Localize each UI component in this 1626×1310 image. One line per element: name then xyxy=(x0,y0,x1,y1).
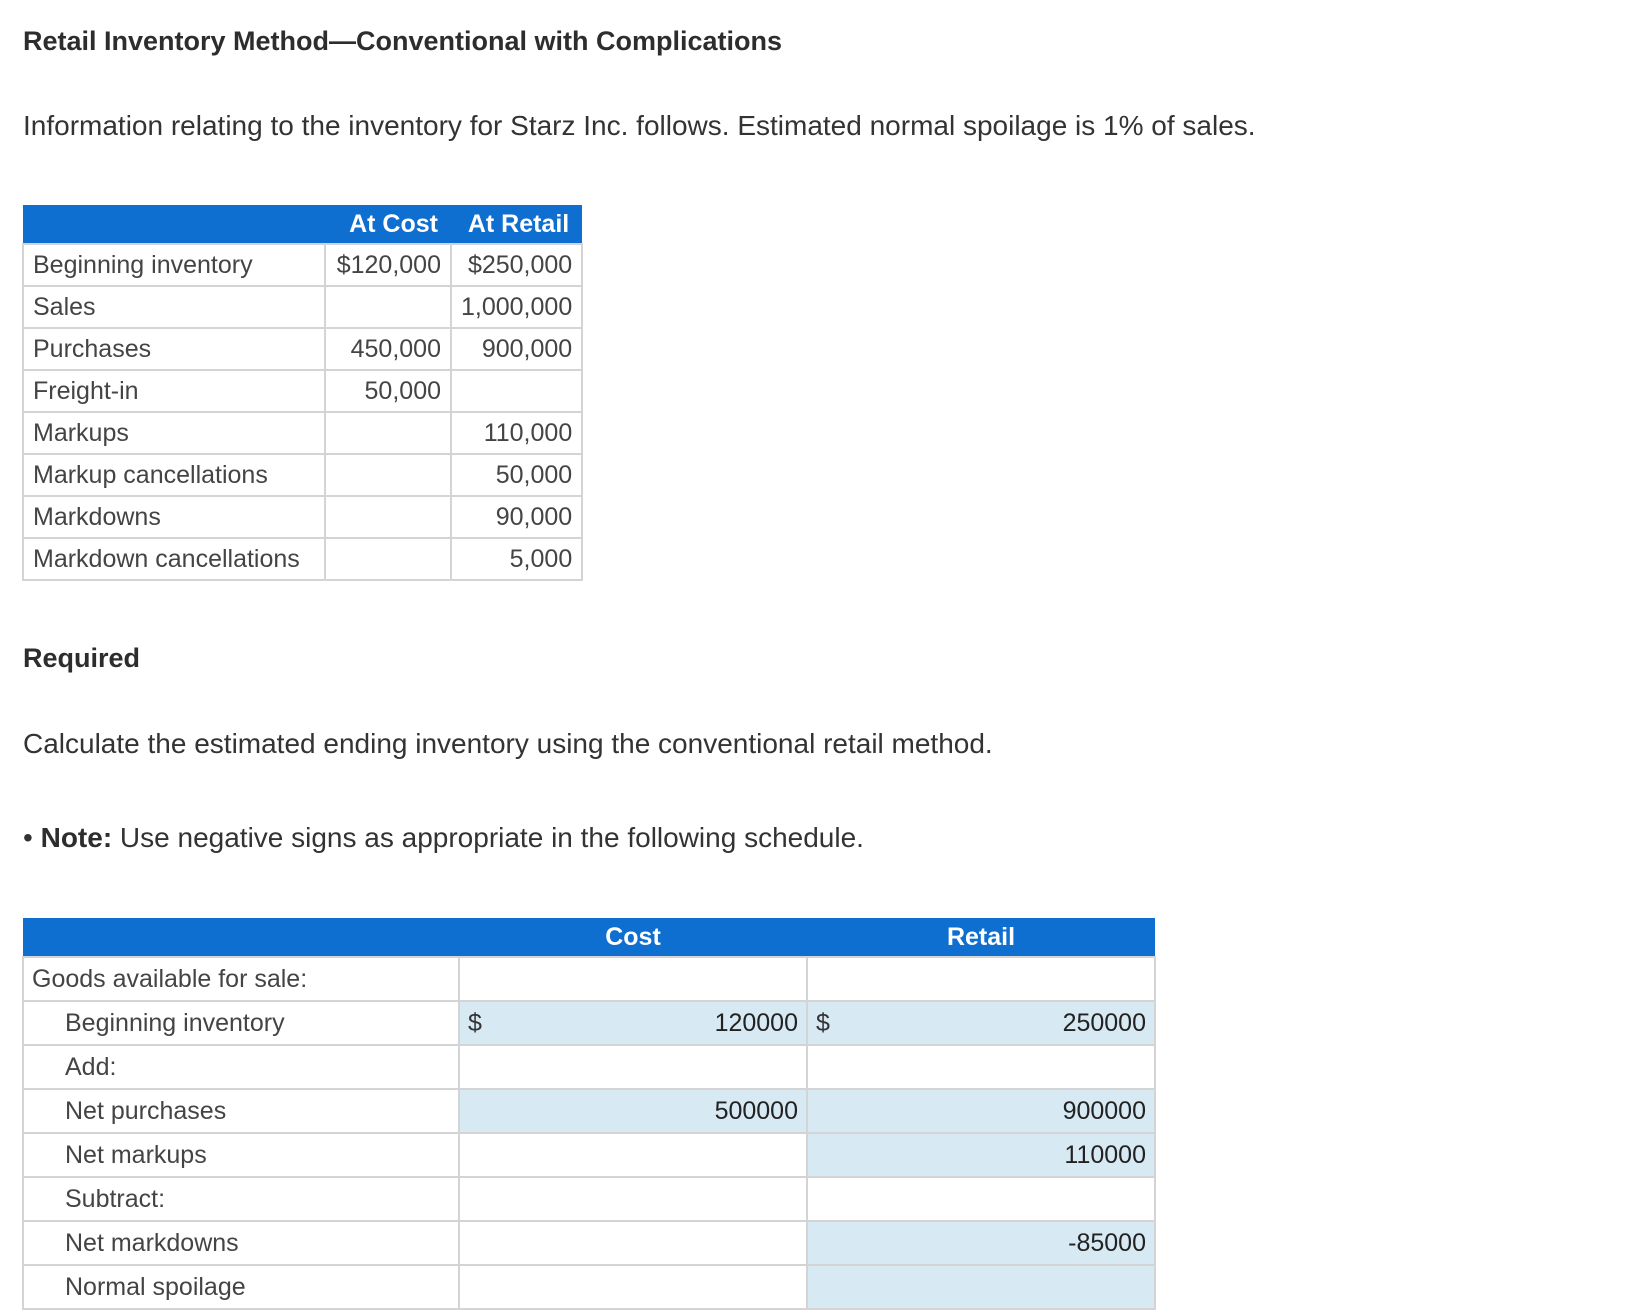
input-value: 250000 xyxy=(1062,1008,1146,1037)
schedule-header-label xyxy=(23,918,459,957)
schedule-row-label: Net purchases xyxy=(23,1089,459,1133)
info-row-retail: 50,000 xyxy=(451,454,582,496)
info-row-label: Beginning inventory xyxy=(23,244,325,286)
info-row-label: Purchases xyxy=(23,328,325,370)
beginning-inventory-cost-input[interactable] xyxy=(459,1001,807,1045)
beginning-inventory-retail-input[interactable] xyxy=(807,1001,1155,1045)
task-text: Calculate the estimated ending inventory using the conventional retail method. xyxy=(23,728,993,759)
schedule-cost-cell xyxy=(459,1221,807,1265)
info-header-retail: At Retail xyxy=(451,205,582,244)
info-row-purchases xyxy=(23,328,582,370)
info-row-label: Sales xyxy=(23,286,325,328)
info-row-beginning-inventory xyxy=(23,244,582,286)
bullet-icon: • xyxy=(23,822,33,853)
note-label: Note: xyxy=(40,822,113,853)
info-row-markups xyxy=(23,412,582,454)
normal-spoilage-retail-input[interactable] xyxy=(807,1265,1155,1309)
schedule-row-label: Subtract: xyxy=(23,1177,459,1221)
schedule-row-goods-available xyxy=(23,957,1155,1001)
schedule-row-net-markdowns xyxy=(23,1221,1155,1265)
info-row-sales xyxy=(23,286,582,328)
info-row-freight-in xyxy=(23,370,582,412)
info-row-cost: 50,000 xyxy=(325,370,451,412)
info-row-retail: 90,000 xyxy=(451,496,582,538)
schedule-retail-cell xyxy=(807,1045,1155,1089)
note-text xyxy=(23,822,864,854)
info-row-cost xyxy=(325,538,451,580)
info-row-retail: 110,000 xyxy=(451,412,582,454)
info-row-label: Markup cancellations xyxy=(23,454,325,496)
schedule-row-label: Normal spoilage xyxy=(23,1265,459,1309)
schedule-row-label: Add: xyxy=(23,1045,459,1089)
net-purchases-cost-input[interactable] xyxy=(459,1089,807,1133)
dollar-sign: $ xyxy=(816,1008,830,1037)
info-row-markdown-cancellations xyxy=(23,538,582,580)
schedule-cost-cell xyxy=(459,957,807,1001)
info-header-cost: At Cost xyxy=(325,205,451,244)
schedule-row-net-markups xyxy=(23,1133,1155,1177)
net-markups-retail-input[interactable] xyxy=(807,1133,1155,1177)
input-value: 900000 xyxy=(1062,1096,1146,1125)
info-row-cost xyxy=(325,286,451,328)
info-row-cost: $120,000 xyxy=(325,244,451,286)
schedule-header-row xyxy=(23,918,1155,957)
info-row-retail xyxy=(451,370,582,412)
schedule-cost-cell xyxy=(459,1265,807,1309)
page-title: Retail Inventory Method—Conventional with Complications xyxy=(23,26,783,56)
input-value: 110000 xyxy=(1064,1140,1146,1169)
schedule-row-label: Goods available for sale: xyxy=(23,957,459,1001)
schedule-table xyxy=(22,918,1156,1310)
info-row-cost xyxy=(325,454,451,496)
schedule-header-cost: Cost xyxy=(459,918,807,957)
inventory-info-table xyxy=(22,205,583,581)
info-row-label: Markdown cancellations xyxy=(23,538,325,580)
info-row-cost xyxy=(325,496,451,538)
schedule-row-net-purchases xyxy=(23,1089,1155,1133)
info-row-retail: 1,000,000 xyxy=(451,286,582,328)
info-row-retail: $250,000 xyxy=(451,244,582,286)
schedule-header-retail: Retail xyxy=(807,918,1155,957)
schedule-row-normal-spoilage xyxy=(23,1265,1155,1309)
schedule-row-beginning-inventory xyxy=(23,1001,1155,1045)
schedule-row-label: Net markups xyxy=(23,1133,459,1177)
info-row-retail: 900,000 xyxy=(451,328,582,370)
schedule-retail-cell xyxy=(807,1177,1155,1221)
note-body: Use negative signs as appropriate in the following schedule. xyxy=(119,822,864,853)
info-row-markup-cancellations xyxy=(23,454,582,496)
schedule-row-label: Beginning inventory xyxy=(23,1001,459,1045)
schedule-cost-cell xyxy=(459,1177,807,1221)
intro-text: Information relating to the inventory for Starz Inc. follows. Estimated normal spoilage is 1% of sales. xyxy=(23,110,1256,141)
info-table-header-row xyxy=(23,205,582,244)
info-row-label: Markups xyxy=(23,412,325,454)
dollar-sign: $ xyxy=(468,1008,482,1037)
input-value: 120000 xyxy=(714,1008,798,1037)
info-row-cost xyxy=(325,412,451,454)
schedule-row-subtract xyxy=(23,1177,1155,1221)
required-heading: Required xyxy=(23,643,141,673)
schedule-row-label: Net markdowns xyxy=(23,1221,459,1265)
schedule-retail-cell xyxy=(807,957,1155,1001)
info-row-cost: 450,000 xyxy=(325,328,451,370)
info-row-markdowns xyxy=(23,496,582,538)
schedule-row-add xyxy=(23,1045,1155,1089)
info-row-retail: 5,000 xyxy=(451,538,582,580)
net-purchases-retail-input[interactable] xyxy=(807,1089,1155,1133)
info-row-label: Freight-in xyxy=(23,370,325,412)
schedule-cost-cell xyxy=(459,1133,807,1177)
schedule-cost-cell xyxy=(459,1045,807,1089)
input-value: 500000 xyxy=(714,1096,798,1125)
input-value: -85000 xyxy=(1068,1228,1146,1257)
info-header-label xyxy=(23,205,325,244)
net-markdowns-retail-input[interactable] xyxy=(807,1221,1155,1265)
info-row-label: Markdowns xyxy=(23,496,325,538)
